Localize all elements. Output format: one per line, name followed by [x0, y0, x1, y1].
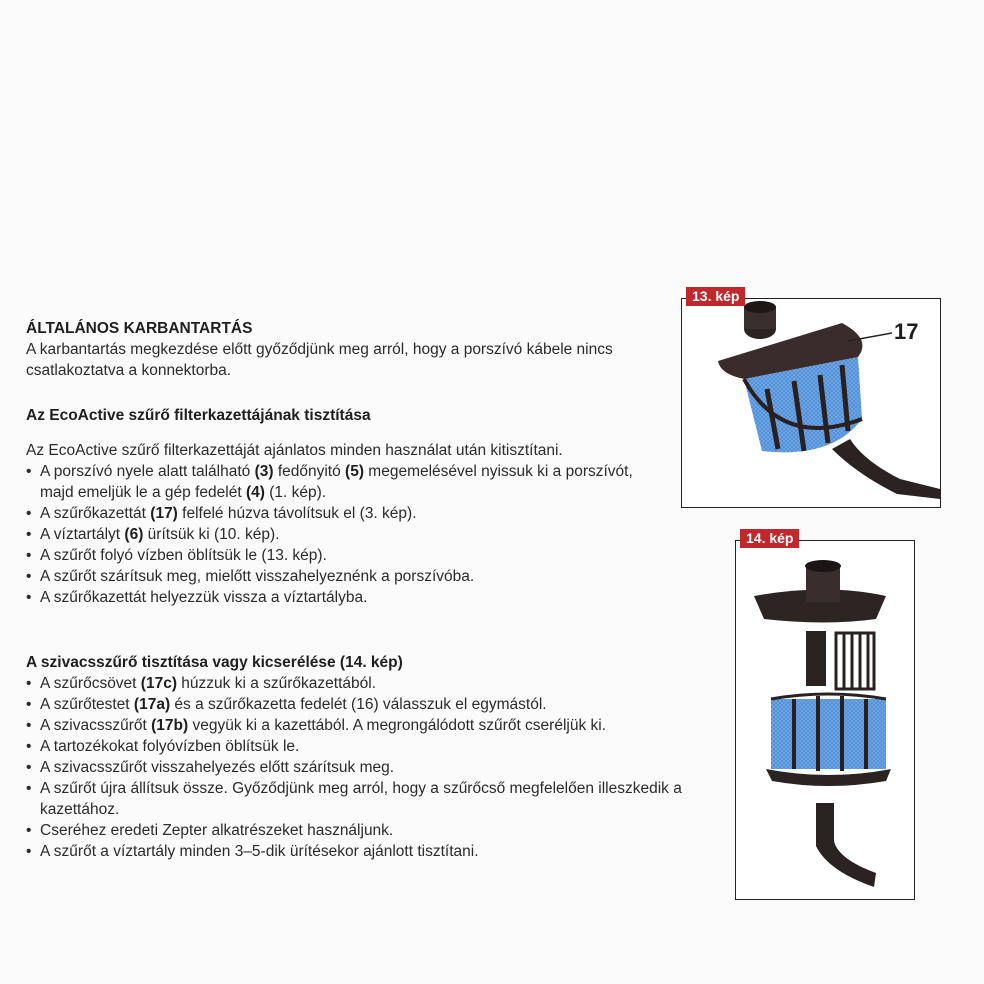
part-reference: (4): [245, 484, 265, 501]
list-item-text: vegyük ki a kazettából. A megrongálódott szűrőt cseréljük ki.: [188, 717, 607, 734]
part-reference: (17): [150, 505, 178, 522]
list-item: [26, 673, 716, 694]
section-ecoactive-cleaning: [26, 405, 726, 608]
list-item-text: A szivacsszűrőt visszahelyezés előtt szárítsuk meg.: [40, 759, 395, 776]
list-item-text: húzzuk ki a szűrőkazettából.: [176, 675, 377, 692]
list-item-text: felfelé húzva távolítsuk el (3. kép).: [177, 505, 417, 522]
part-reference: (3): [254, 463, 274, 480]
section-general-maintenance: [26, 318, 726, 381]
list-item-text: A tartozékokat folyóvízben öblítsük le.: [40, 738, 300, 755]
list-item: [26, 694, 716, 715]
exploded-filter-photo: [736, 541, 914, 899]
list-item: [26, 524, 666, 545]
part-reference: (5): [345, 463, 364, 480]
list-item-text: A szűrőcsövet: [40, 675, 141, 692]
section-heading: ÁLTALÁNOS KARBANTARTÁS: [26, 320, 253, 337]
list-item-text: (1. kép).: [264, 484, 327, 501]
part-reference: (17c): [140, 675, 177, 692]
list-item-text: A szűrőtestet: [40, 696, 134, 713]
list-item-text: A víztartályt: [40, 526, 125, 543]
list-item-text: A szűrőt szárítsuk meg, mielőtt visszahelyeznénk a porszívóba.: [40, 568, 475, 585]
list-item: [26, 778, 716, 820]
part-callout-17: 17: [894, 319, 919, 344]
paragraph: A karbantartás megkezdése előtt győződjünk meg arról, hogy a porszívó kábele nincs csatlakoztatva a konnektorba.: [26, 341, 613, 379]
section-heading: A szivacsszűrő tisztítása vagy kicserélése (14. kép): [26, 654, 403, 671]
figure-14: [735, 530, 915, 900]
list-item: [26, 736, 716, 757]
list-item: [26, 461, 666, 503]
figure-13: [681, 288, 941, 508]
bullet-list: [26, 461, 666, 608]
list-item: [26, 757, 716, 778]
list-item-text: és a szűrőkazetta fedelét (16) válasszuk el egymástól.: [170, 696, 547, 713]
list-item-text: A szűrőt újra állítsuk össze. Győződjünk meg arról, hogy a szűrőcső megfelelően illeszkedik a kazettához.: [40, 780, 682, 818]
part-reference: (17a): [133, 696, 171, 713]
list-item-text: ürítsük ki (10. kép).: [143, 526, 280, 543]
list-item-text: fedőnyitó: [273, 463, 346, 480]
list-item: [26, 715, 716, 736]
figure-label: 13. kép: [686, 287, 745, 306]
list-item: [26, 587, 666, 608]
list-item: [26, 545, 666, 566]
figure-label: 14. kép: [740, 529, 799, 548]
list-item-text: Cseréhez eredeti Zepter alkatrészeket használjunk.: [40, 822, 394, 839]
intro-paragraph: Az EcoActive szűrő filterkazettáját ajánlatos minden használat után kitisztítani.: [26, 442, 563, 459]
part-reference: (6): [124, 526, 144, 543]
list-item-text: A szűrőkazettát helyezzük vissza a víztartályba.: [40, 589, 368, 606]
bullet-list: [26, 673, 716, 862]
part-reference: (17b): [151, 717, 189, 734]
list-item: [26, 820, 716, 841]
list-item-text: A szivacsszűrőt: [40, 717, 152, 734]
list-item-text: megemelésével nyissuk ki a porszívót, majd emeljük le a gép fedelét: [40, 463, 633, 501]
list-item-text: A szűrőt a víztartály minden 3–5-dik ürítésekor ajánlott tisztítani.: [40, 843, 479, 860]
list-item: [26, 841, 716, 862]
list-item-text: A porszívó nyele alatt található: [40, 463, 255, 480]
list-item: [26, 503, 666, 524]
section-heading: Az EcoActive szűrő filterkazettájának tisztítása: [26, 407, 371, 424]
list-item-text: A szűrőt folyó vízben öblítsük le (13. kép).: [40, 547, 327, 564]
section-sponge-filter: [26, 652, 726, 862]
list-item-text: A szűrőkazettát: [40, 505, 151, 522]
list-item: [26, 566, 666, 587]
